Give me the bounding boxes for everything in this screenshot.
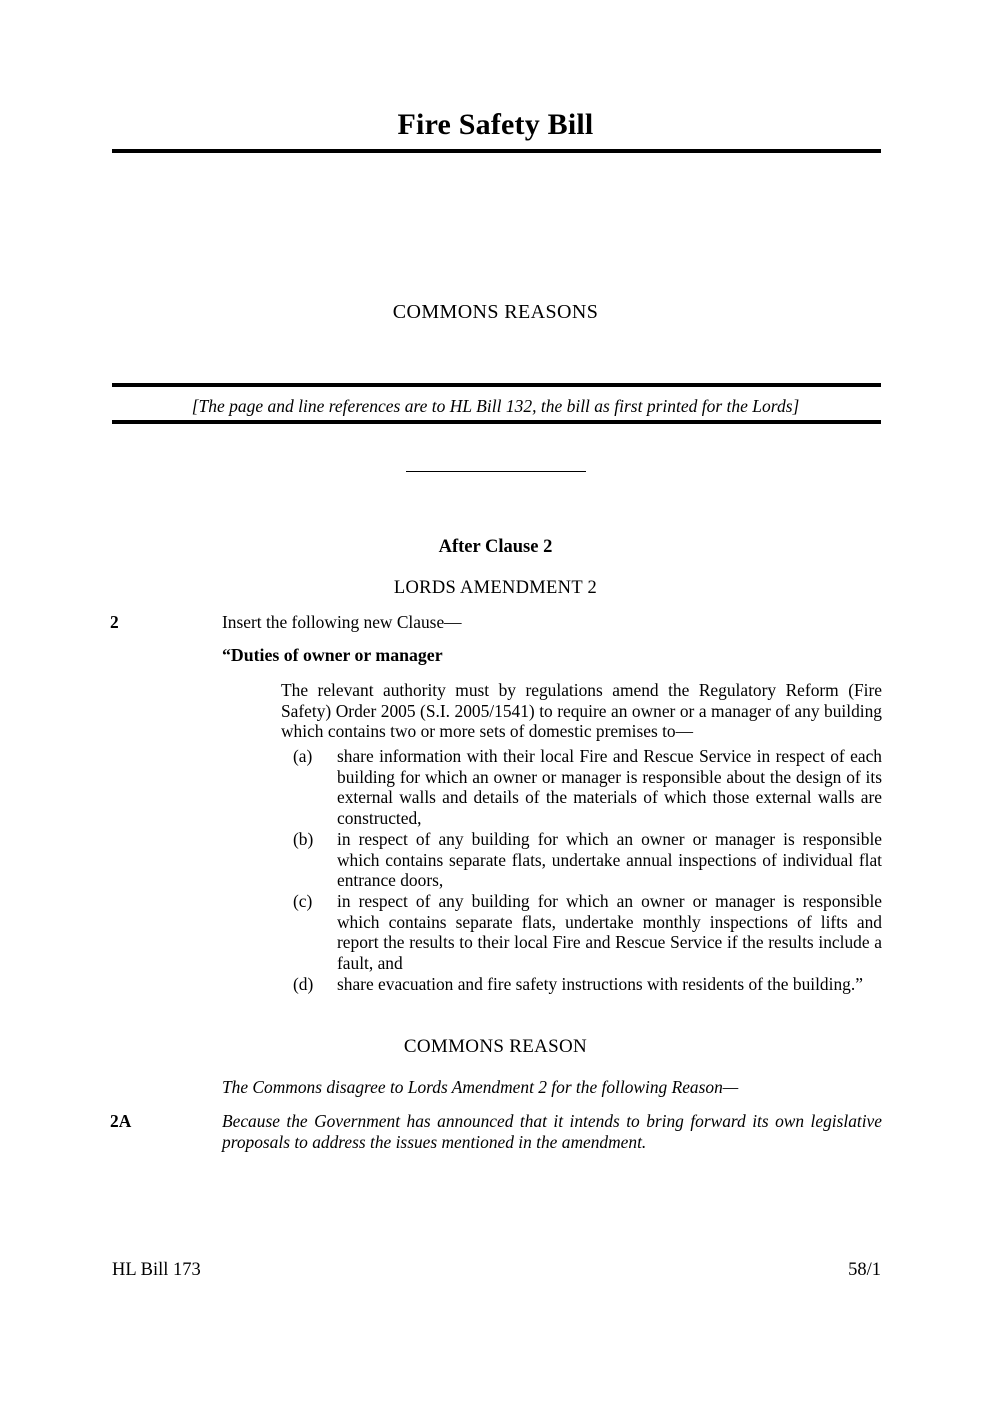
clause-items-list	[293, 746, 882, 994]
after-clause-heading: After Clause 2	[438, 537, 553, 557]
item-text: share evacuation and fire safety instructions with residents of the building.”	[337, 973, 863, 994]
reference-band-bottom-rule	[112, 420, 881, 424]
reason-text: Because the Government has announced that it intends to bring forward its own legislative proposals to address the issues mentioned in the amendment.	[222, 1111, 882, 1152]
item-label: (d)	[293, 973, 314, 994]
amendment-intro-text: Insert the following new Clause—	[222, 612, 462, 632]
separator-rule	[406, 471, 586, 472]
item-label: (c)	[293, 890, 313, 911]
item-text: in respect of any building for which an owner or manager is responsible which contains separate flats, undertake monthly inspections of lifts and report the results to their local Fire and Rescue Service if the results include a fault, and	[337, 890, 882, 974]
reference-note: [The page and line references are to HL Bill 132, the bill as first printed for the Lords]	[191, 396, 800, 416]
title-double-rule	[112, 149, 881, 153]
list-item	[293, 829, 882, 891]
item-label: (a)	[293, 746, 313, 766]
list-item	[293, 891, 882, 974]
bill-title: Fire Safety Bill	[397, 108, 594, 141]
amendment-number: 2	[110, 612, 119, 632]
commons-reason-heading: COMMONS REASON	[403, 1036, 588, 1057]
reason-number: 2A	[110, 1111, 132, 1131]
clause-title: “Duties of owner or manager	[222, 645, 443, 665]
clause-body-paragraph: The relevant authority must by regulations amend the Regulatory Reform (Fire Safety) Order 2005 (S.I. 2005/1541) to require an owner or a manager of any building which contains two or more sets of domestic premises to—	[281, 680, 882, 742]
item-text: share information with their local Fire and Rescue Service in respect of each building for which an owner or manager is responsible about the design of its external walls and details of the materials of which those external walls are constructed,	[337, 746, 882, 829]
item-text: in respect of any building for which an owner or manager is responsible which contains separate flats, undertake annual inspections of individual flat entrance doors,	[337, 828, 882, 891]
item-label: (b)	[293, 828, 314, 849]
lords-amendment-heading: LORDS AMENDMENT 2	[393, 578, 598, 598]
commons-reasons-heading: COMMONS REASONS	[392, 301, 599, 323]
list-item	[293, 974, 882, 995]
footer-page-number: 58/1	[848, 1260, 881, 1280]
reference-band-top-rule	[112, 383, 881, 387]
reason-intro: The Commons disagree to Lords Amendment 2 for the following Reason—	[222, 1077, 739, 1097]
page-footer	[112, 1260, 881, 1281]
list-item	[293, 746, 882, 829]
footer-bill-reference: HL Bill 173	[112, 1260, 201, 1280]
